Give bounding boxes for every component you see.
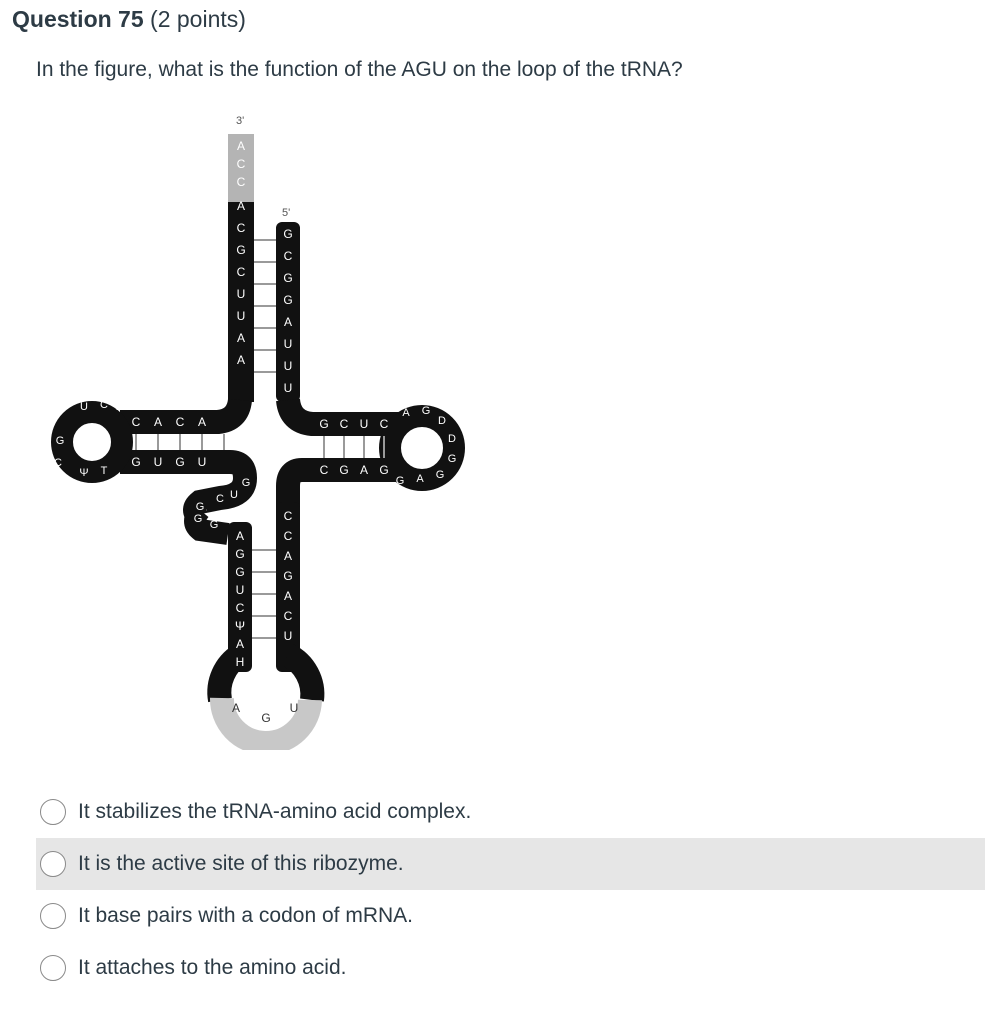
variable-nucleotide: G <box>193 513 203 525</box>
variable-nucleotide: G <box>195 501 205 513</box>
anticodon-right-nucleotide: A <box>283 589 293 603</box>
label-three-prime: 3' <box>236 115 245 127</box>
acceptor-right-nucleotide: G <box>283 227 293 241</box>
variable-nucleotide: U <box>230 489 238 501</box>
d-loop-nucleotide: C <box>100 399 108 411</box>
radio-button-2[interactable] <box>40 851 66 877</box>
acceptor-left-nucleotide: C <box>236 221 246 235</box>
t-arm-bottom-nucleotide: C <box>319 463 329 477</box>
d-arm-top-nucleotide: A <box>153 415 163 429</box>
acceptor-right-nucleotide: U <box>283 337 293 351</box>
t-arm-top-nucleotide: C <box>339 417 349 431</box>
acceptor-right-nucleotide: U <box>283 359 293 373</box>
d-arm-bottom-nucleotide: U <box>197 455 207 469</box>
anticodon-left-nucleotide: A <box>235 637 245 651</box>
acceptor-right-nucleotide: U <box>283 381 293 395</box>
t-loop-nucleotide: D <box>438 415 446 427</box>
d-arm-bottom-nucleotide: U <box>153 455 163 469</box>
t-loop-nucleotide: G <box>447 453 457 465</box>
anticodon-pair-lines <box>252 550 276 638</box>
d-arm-bottom-nucleotide: G <box>131 455 141 469</box>
anticodon-nucleotide: G <box>261 711 271 725</box>
anticodon-right-nucleotide: G <box>283 569 293 583</box>
d-loop-ring <box>62 412 122 472</box>
anticodon-right-nucleotide: A <box>283 549 293 563</box>
acceptor-left-nucleotide: C <box>236 265 246 279</box>
variable-nucleotide: G <box>209 519 219 531</box>
acceptor-left-nucleotide: G <box>236 243 246 257</box>
anticodon-nucleotide: U <box>289 701 299 715</box>
anticodon-left-nucleotide: H <box>235 655 245 669</box>
answer-option-1[interactable] <box>36 786 985 838</box>
acceptor-tail-nucleotide: A <box>236 139 246 153</box>
question-points: (2 points) <box>150 6 246 32</box>
answer-option-4[interactable] <box>36 942 985 994</box>
t-arm-top-nucleotide: G <box>319 417 329 431</box>
d-arm-bottom-nucleotide: G <box>175 455 185 469</box>
anticodon-left-nucleotide: A <box>235 529 245 543</box>
acceptor-right-nucleotide: A <box>283 315 293 329</box>
answer-option-3[interactable] <box>36 890 985 942</box>
anticodon-left-nucleotide: C <box>235 601 245 615</box>
label-five-prime: 5' <box>282 207 291 219</box>
anticodon-left-nucleotide: G <box>235 547 245 561</box>
acceptor-right-nucleotide: G <box>283 293 293 307</box>
t-loop-nucleotide: G <box>421 405 431 417</box>
variable-nucleotide: C <box>216 493 224 505</box>
acceptor-tail-nucleotide: C <box>236 157 246 171</box>
anticodon-left-nucleotide: U <box>235 583 245 597</box>
question-text: In the figure, what is the function of the AGU on the loop of the tRNA? <box>36 58 683 81</box>
acceptor-left-nucleotide: A <box>236 353 246 367</box>
d-arm-bottom-strand <box>120 462 245 518</box>
variable-nucleotide: G <box>241 477 251 489</box>
answer-label-2: It is the active site of this ribozyme. <box>78 852 404 875</box>
trna-figure <box>40 110 480 750</box>
answer-list <box>36 786 985 994</box>
acceptor-right-nucleotide: C <box>283 249 293 263</box>
anticodon-left-nucleotide: G <box>235 565 245 579</box>
t-loop-nucleotide: A <box>416 473 424 485</box>
acceptor-tail-letters <box>237 139 246 189</box>
d-loop-nucleotide: A <box>116 401 124 413</box>
d-arm-top-nucleotide: A <box>197 415 207 429</box>
acceptor-left-nucleotide: A <box>236 331 246 345</box>
anticodon-loop-black-right <box>288 655 312 700</box>
d-loop-nucleotide: G <box>55 435 65 447</box>
acceptor-left-nucleotide: U <box>236 309 246 323</box>
d-loop-nucleotide: T <box>100 465 108 477</box>
d-loop-nucleotide: U <box>80 401 88 413</box>
t-loop-nucleotide: G <box>435 469 445 481</box>
t-loop-nucleotide: G <box>395 475 405 487</box>
answer-label-1: It stabilizes the tRNA-amino acid complex. <box>78 800 472 823</box>
question-title: Question 75 <box>12 6 144 32</box>
t-arm-bottom-nucleotide: A <box>359 463 369 477</box>
anticodon-right-nucleotide: C <box>283 529 293 543</box>
acceptor-tail-nucleotide: C <box>236 175 246 189</box>
anticodon-right-letters <box>283 509 292 643</box>
radio-button-4[interactable] <box>40 955 66 981</box>
radio-button-3[interactable] <box>40 903 66 929</box>
d-arm-pair-lines <box>136 434 224 450</box>
answer-option-2[interactable] <box>36 838 985 890</box>
radio-button-1[interactable] <box>40 799 66 825</box>
t-arm-bottom-nucleotide: G <box>379 463 389 477</box>
t-arm-pair-lines <box>324 436 384 458</box>
d-arm-top-nucleotide: C <box>131 415 141 429</box>
answer-label-4: It attaches to the amino acid. <box>78 956 347 979</box>
d-loop-nucleotide: Ψ <box>79 467 89 479</box>
anticodon-right-nucleotide: C <box>283 509 293 523</box>
anticodon-right-nucleotide: C <box>283 609 293 623</box>
answer-label-3: It base pairs with a codon of mRNA. <box>78 904 413 927</box>
d-arm-top-nucleotide: C <box>175 415 185 429</box>
t-arm-top-nucleotide: U <box>359 417 369 431</box>
acceptor-left-nucleotide: A <box>236 199 246 213</box>
question-header <box>12 6 246 33</box>
anticodon-left-nucleotide: Ψ <box>234 619 246 633</box>
anticodon-nucleotide: A <box>231 701 241 715</box>
d-loop-nucleotide: C <box>54 457 62 469</box>
acceptor-pair-lines <box>254 240 276 372</box>
acceptor-left-nucleotide: U <box>236 287 246 301</box>
anticodon-right-nucleotide: U <box>283 629 293 643</box>
t-loop-nucleotide: D <box>448 433 456 445</box>
t-arm-top-nucleotide: C <box>379 417 389 431</box>
t-arm-bottom-nucleotide: G <box>339 463 349 477</box>
t-loop-nucleotide: A <box>402 407 410 419</box>
acceptor-right-nucleotide: G <box>283 271 293 285</box>
